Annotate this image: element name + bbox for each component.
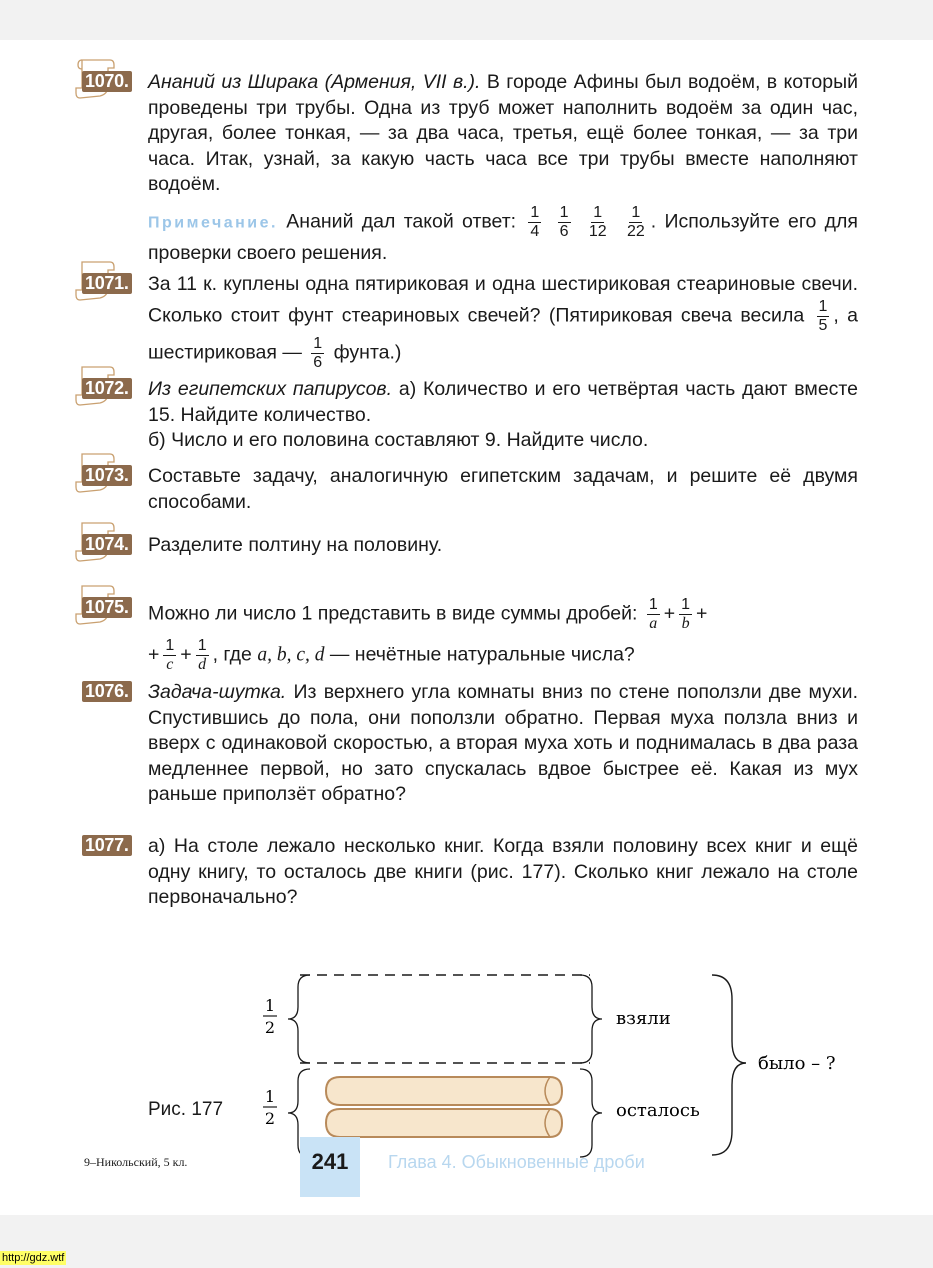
problem-1074 xyxy=(78,533,858,559)
problem-text: а) На столе лежало несколько книг. Когда взяли половину всех книг и ещё одну книгу, то осталось две книги (рис. 177). Сколько книг лежало на столе первоначально? xyxy=(148,835,858,908)
fraction: $\frac{1}{12}$ xyxy=(588,203,607,240)
problem-number: 1074. xyxy=(82,534,132,555)
figure-caption: Рис. 177 xyxy=(148,1099,224,1120)
problem-1076 xyxy=(78,680,858,808)
left-brace-top xyxy=(288,975,310,1063)
problem-number: 1070. xyxy=(82,71,132,92)
problem-1073 xyxy=(78,464,858,515)
fraction: $\frac{1}{b}$ xyxy=(681,596,691,632)
problem-text-mid: , а шестириковая — xyxy=(148,304,859,364)
problem-title: Ананий из Ширака (Армения, VII в.). xyxy=(148,71,481,93)
problem-text-b: б) Число и его половина составляют 9. Найдите число. xyxy=(148,429,649,451)
problem-text: Составьте задачу, аналогичную египетским задачам, и решите её двумя способами. xyxy=(148,465,858,513)
problem-1075: 1075. Можно ли число 1 представить в виде суммы дробей: $\frac{1}{a}$ + $\frac{1}{b}$ + + $\frac{1}{c}$ + $\frac{1}{d}$ , где a, b, c, d — нечётные натуральные числа? xyxy=(78,596,858,674)
page-number: 241 xyxy=(311,1149,349,1174)
right-brace-top xyxy=(580,975,602,1063)
note-text: Ананий дал такой ответ: xyxy=(286,210,517,233)
note-label: Примечание. xyxy=(148,214,278,232)
book-icon xyxy=(326,1109,562,1137)
watermark-link[interactable]: http://gdz.wtf xyxy=(2,1252,65,1264)
problem-text: В городе Афины был водоём, в который проведены три трубы. Одна из труб может наполнить водоём за один час, другая, более тонкая, — за два часа, третья, ещё более тонкая, — за три часа. Итак, узнай, за какую часть часа все три трубы вместе наполняют водоём. xyxy=(148,71,859,195)
problem-text-end: фунта.) xyxy=(333,341,402,364)
problem-number: 1073. xyxy=(82,465,132,486)
half-bottom-denominator: 2 xyxy=(264,1109,276,1128)
problem-title: Задача-шутка. xyxy=(148,681,287,703)
textbook-page xyxy=(0,40,933,1215)
right-brace-total xyxy=(712,975,746,1155)
problem-text: Из верхнего угла комнаты вниз по стене поползли две мухи. Спустившись до пола, они поползли обратно. Первая муха ползла вниз и вверх с одинаковой скоростью, а вторая муха хоть и поднималась в два раза медленнее первой, но зато спускалась вдвое быстрее её. Какая из мух раньше приползёт обратно? xyxy=(148,681,858,805)
label-taken: взяли xyxy=(616,1008,671,1029)
problem-text-a: а) Количество и его четвёртая часть дают вместе 15. Найдите количество. xyxy=(148,378,858,426)
label-total: было – ? xyxy=(758,1053,836,1074)
problem-number: 1077. xyxy=(82,835,132,856)
problem-1071 xyxy=(78,272,858,372)
problem-1072 xyxy=(78,377,858,454)
fraction: $\frac{1}{4}$ xyxy=(530,203,540,240)
fraction: $\frac{1}{22}$ xyxy=(626,203,645,240)
figure-177 xyxy=(250,965,870,1165)
problem-text-mid: , где xyxy=(212,643,252,666)
problem-number: 1071. xyxy=(82,273,132,294)
right-brace-bottom xyxy=(580,1069,602,1157)
problem-text: Разделите полтину на половину. xyxy=(148,534,443,556)
fraction: $\frac{1}{d}$ xyxy=(197,637,207,673)
footer-author: 9–Никольский, 5 кл. xyxy=(84,1155,188,1169)
problem-1070 xyxy=(78,70,858,266)
half-top-denominator: 2 xyxy=(264,1018,276,1037)
half-bottom-numerator: 1 xyxy=(264,1087,276,1106)
fraction: $\frac{1}{6}$ xyxy=(559,203,569,240)
problem-number: 1072. xyxy=(82,378,132,399)
fraction: $\frac{1}{6}$ xyxy=(313,334,323,371)
problem-title: Из египетских папирусов. xyxy=(148,378,393,400)
problem-1077 xyxy=(78,834,858,911)
problem-number: 1076. xyxy=(82,681,132,702)
fraction: $\frac{1}{a}$ xyxy=(648,596,658,632)
fraction: $\frac{1}{5}$ xyxy=(818,297,828,334)
book-icon xyxy=(326,1077,562,1105)
fraction: $\frac{1}{c}$ xyxy=(165,637,175,673)
page-number-box xyxy=(300,1137,360,1197)
variables: a, b, c, d xyxy=(257,644,325,666)
half-top-numerator: 1 xyxy=(264,996,276,1015)
problem-text: За 11 к. куплены одна пятириковая и одна шестириковая стеариновые свечи. Сколько стоит фунт стеариновых свечей? (Пятириковая свеча весила xyxy=(148,273,858,327)
problem-text: Можно ли число 1 представить в виде суммы дробей: xyxy=(148,602,638,625)
note-end: . Используйте его для проверки своего решения. xyxy=(148,210,858,264)
problem-text-end: — нечётные натуральные числа? xyxy=(329,643,635,666)
problem-number: 1075. xyxy=(82,597,132,618)
chapter-title: Глава 4. Обыкновенные дроби xyxy=(388,1152,645,1172)
label-left: осталось xyxy=(616,1100,700,1121)
